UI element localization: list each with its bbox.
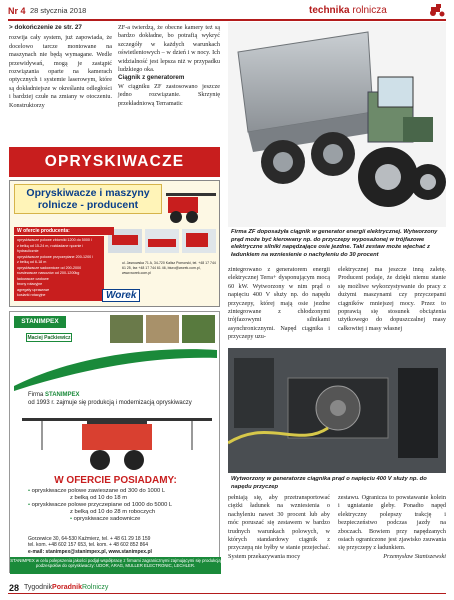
ad-company-prefix: Firma	[28, 392, 45, 398]
footer-rule	[8, 593, 446, 594]
ad-email: e-mail: stanimpex@stanimpex.pl, www.stanimpex.pl	[28, 548, 152, 555]
article-column-1	[9, 24, 112, 110]
ad-title	[14, 184, 162, 214]
paragraph: W ciągniku ZF zastosowano jeszcze jedno rozwiązanie. Skrzynię przekładniową Terramatic	[118, 82, 220, 107]
continued-marker: > dokończenie ze str. 27	[9, 24, 82, 31]
ad-company-brand: STANIMPEX	[45, 392, 80, 398]
list-item-detail: z belką od 10 do 18 m	[70, 495, 128, 501]
ad-company-line-1	[28, 392, 192, 400]
author: Przemysław Staniszewski	[383, 552, 446, 560]
list-item: z belką od 6-18 m	[17, 260, 47, 264]
sprayer-photo	[22, 410, 212, 472]
ad-address	[28, 536, 213, 555]
list-item: agregaty uprawowe	[17, 287, 50, 292]
paragraph: elektrycznej ma jeszcze inną zaletę. Producent podaje, że dzięki niemu stanie się możliwe wykorzystywanie do pracy z dużymi maszynami czy przyczepami ciągników mniejszej mocy. Przez to poprawią się stosunek obciążenia użytkowego do dopuszczalnej masy całkowitej i masy własnej	[338, 266, 446, 332]
list-item: • opryskiwacze polowe zawieszane od 300 do 1000 L	[28, 488, 213, 495]
paragraph: zestawu. Ogranicza to powstawanie kolein i ugniatanie gleby. Ponadto napęd elektryczny polepszy trakcję i bezpieczeństwo podczas jazdy na zboczach. Bowiem przy napędzanych osiach ograniczone jest zjawisko zsuwania się przyczepy z ładunkiem.	[338, 494, 446, 552]
publication-name	[24, 584, 108, 591]
subheading: Ciągnik z generatorem	[118, 74, 185, 82]
ad-offer-list	[14, 236, 104, 301]
article-column-4	[228, 494, 330, 561]
ad-footer: STANIMPEX w celu polepszenia jakości podjął współpracę z firmami zagranicznymi zajmującymi się produkcją podzespołów do opryskiwaczy: UDOR, ARAG, MULLER ELECTRONIC, LECHLER.	[10, 557, 221, 574]
publication-name-part-1: Tygodnik	[24, 584, 53, 591]
paragraph: zintegrowano z generatorem energii elektrycznej Terra+ dysponującym mocą 60 kW. Wytworzony w nim prąd o napięciu 400 V służy np. do napędu przyczepy, której mają osie jezdne zintegrowane z chłodzonymi trójfazowymi silnikami asynchronicznymi. Napęd ciągnika i przyczepy uzu-	[228, 266, 330, 341]
list-item: ładowacze czołowe	[17, 276, 49, 281]
list-item: • opryskiwacze sadownicze	[28, 516, 213, 523]
field-photos	[110, 315, 217, 345]
list-item: brony rotacyjne	[17, 282, 43, 286]
advertisement-worek	[9, 180, 220, 307]
ad-contact-person: Maciej Paćkiewicz	[27, 335, 71, 341]
publication-name-part-2: Poradnik	[52, 584, 82, 591]
ad-title-line-2: rolnicze - producent	[37, 199, 139, 211]
list-item: • opryskiwacze polowe przyczepiane od 1000 do 5000 L	[28, 502, 213, 509]
worek-logo: Worek	[102, 289, 140, 302]
paragraph: rozwija cały system, już zapowiada, że docelowo tarcze montowane na maszynach nie będą wymagane. Wedle przewidywań, mogą je zastąpić rozwiązania oparte na kamerach optycznych i systemie laserowym, które są dokładniejsze w określaniu odległości i bardziej czułe na zmiany w otoczeniu. Konstruktorzy	[9, 34, 112, 109]
list-item: opryskiwacze polowe przyczepiane 200-1200 l	[17, 254, 94, 259]
header-rule	[8, 19, 446, 21]
generator-photo	[228, 348, 446, 473]
issue-date: 28 stycznia 2018	[30, 6, 87, 15]
article-column-5-bottom	[338, 494, 446, 561]
ad-offer-list	[28, 488, 213, 523]
ad-company-intro	[28, 392, 192, 407]
tractor-icon	[429, 4, 447, 17]
ad-banner-opryskiwacze: OPRYSKIWACZE	[9, 147, 220, 177]
ad-company-line-2: od 1993 r. zajmuje się produkcją i modernizacją opryskiwaczy	[28, 399, 192, 406]
issue-number: Nr 4	[8, 6, 26, 16]
publication-name-part-3: Rolniczy	[81, 584, 109, 591]
list-item: opryskiwacze polowe zbiorniki 1200 do 5000 l	[17, 238, 92, 242]
sprayer-image	[166, 185, 216, 225]
article-column-5-top	[338, 266, 446, 333]
generator-illustration	[228, 348, 446, 473]
green-swoosh	[14, 346, 217, 391]
list-item: kosiarki rotacyjne	[17, 293, 46, 297]
photo-caption-1: Firma ZF doposażyła ciągnik w generator energii elektrycznej. Wytworzony prąd może być kierowany np. do przyczepy wyposażonej w trójfazowe elektryczne silniki napędzające osie jezdne. Taki zestaw może wjechać z ładunkiem na wzniesienie o nachyleniu do 30 procent	[231, 229, 438, 258]
list-item: opryskiwacze sadownicze od 200-2000	[17, 265, 82, 270]
paragraph: ZF-a twierdzą, że obecne kamery też są bardzo dokładne, bo potrafią wykryć szczegóły w każdych warunkach oświetleniowych – w dzień i w nocy. Ich widzialność jest lepsza niż w przypadku ludzkiego oka.	[118, 24, 220, 74]
tractor-trailer-illustration	[228, 22, 446, 227]
paragraph: pełniają się, aby przetransportować ciężki ładunek na wzniesienia o nachyleniu nawet 30 procent lub aby móc poruszać się zestawem w bardzo trudnych warunkach polowych, w których standardowy ciągnik z przyczepą nie byłby w stanie przejechać. System przekazywania mocy	[228, 494, 330, 560]
ad-offer-heading: W ofercie producenta:	[14, 227, 114, 235]
article-column-3	[228, 266, 330, 342]
stanimpex-logo: STANIMPEX	[14, 316, 66, 328]
section-title-light: rolnicza	[352, 5, 387, 16]
list-item: z belką od 15-24 m, rozkładane ręcznie i hydraulicznie	[17, 243, 84, 253]
list-item: rozsiewacze nawozów od 200-1200kg	[17, 271, 80, 275]
section-title-bold: technika	[309, 5, 350, 16]
ad-phones: tel. kom. +48 602 157 653, tel. kom. + 48 602 852 864	[28, 542, 149, 549]
ad-contact: ul. Jasnowska 71 A, 34-720 Kalisz Pomorski, tel. +48 17 744 61 25, fax +48 17 744 61 46, biuro@worek.com.pl, www.worek.com.pl	[122, 261, 216, 275]
list-item-detail: z belką od 10 do 28 m roboczych	[70, 509, 156, 515]
ad-title-line-1: Opryskiwacze i maszyny	[26, 187, 150, 199]
advertisement-stanimpex	[9, 311, 220, 573]
page-number: 28	[9, 583, 20, 593]
article-column-2	[118, 24, 220, 108]
section-title	[309, 5, 387, 16]
tractor-trailer-photo	[228, 22, 446, 227]
photo-caption-2: Wytworzony w generatorze ciągnika prąd o napięciu 400 V służy np. do napędu przyczep	[231, 476, 427, 490]
machines-images	[108, 225, 216, 259]
ad-address-line: Gorzewice 30, 64-530 Kaźmierz, tel. + 48 61 29 18 159	[28, 536, 151, 542]
ad-offer-heading: W OFERCIE POSIADAMY:	[54, 475, 177, 486]
